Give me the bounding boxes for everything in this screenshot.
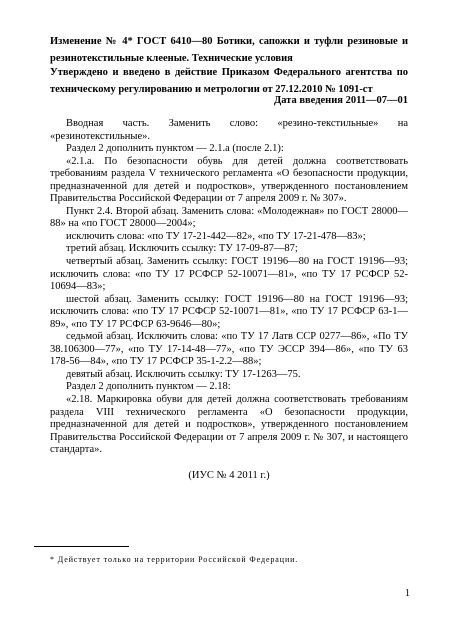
paragraph: четвертый абзац. Заменить ссылку: ГОСТ 19196—80 на ГОСТ 19196—93; исключить слова: «по ТУ 17 РСФСР 52-10071—81», «по ТУ 17 РСФСР 52-10694—83»; — [50, 256, 408, 293]
approval-statement: Утверждено и введено в действие Приказом Федерального агентства по техническому регулированию и метрологии от 27.12.2010 № 1091-ст — [50, 67, 408, 95]
footnote: * Действует только на территории Российской Федерации. — [50, 555, 299, 564]
introduction-date: Дата введения 2011—07—01 — [273, 95, 408, 106]
paragraph: исключить слова: «по ТУ 17-21-442—82», «по ТУ 17-21-478—83»; — [66, 230, 366, 242]
source-reference: (ИУС № 4 2011 г.) — [188, 469, 270, 481]
paragraph: третий абзац. Исключить ссылку: ТУ 17-09-87—87; — [66, 243, 298, 255]
paragraph: седьмой абзац. Исключить слова: «по ТУ 17 Латв ССР 0277—86», «По ТУ 38.106300—77», «по ТУ 17-14-48—77», «по ТУ ЭССР 394—86», «по ТУ 63 178-56—84», «по ТУ 17 РСФСР 35-1-2.2—88»; — [50, 331, 408, 368]
amendment-title: Изменение № 4* ГОСТ 6410—80 Ботики, сапожки и туфли резиновые и резинотекстильные клееные. Технические условия — [50, 36, 408, 64]
paragraph: Пункт 2.4. Второй абзац. Заменить слова: «Молодежная» по ГОСТ 28000—88» на «по ГОСТ 28000—2004»; — [50, 205, 408, 230]
paragraph: Раздел 2 дополнить пунктом — 2.18: — [66, 381, 231, 393]
page-number: 1 — [405, 588, 410, 599]
paragraph: шестой абзац. Заменить ссылку: ГОСТ 19196—80 на ГОСТ 19196—93; исключить слова: «по ТУ 17 РСФСР 52-10071—81», «по ТУ 17 РСФСР 63-1—89», «по ТУ 17 РСФСР 63-9646—80»; — [50, 293, 408, 330]
paragraph: Вводная часть. Заменить слово: «резино-текстильные» на «резинотекстильные». — [50, 118, 408, 142]
paragraph: «2.1.а. По безопасности обувь для детей должна соответствовать требованиям раздела V технического регламента «О безопасности продукции, предназначенной для детей и подростков», утвержденного постановлением Правительства Российской Федерации от 7 апреля 2009 г. № 307». — [50, 155, 408, 205]
footnote-divider — [34, 546, 129, 547]
paragraph: девятый абзац. Исключить ссылку: ТУ 17-1263—75. — [66, 368, 301, 380]
amendment-body — [50, 118, 408, 482]
paragraph: «2.18. Маркировка обуви для детей должна соответствовать требованиям раздела VIII технического регламента «О безопасности продукции, предназначенной для детей и подростков», утвержденного постановлением Правительства Российской Федерации от 7 апреля 2009 г. № 307, и настоящего стандарта». — [50, 394, 408, 456]
paragraph: Раздел 2 дополнить пунктом — 2.1.а (после 2.1): — [66, 143, 284, 155]
